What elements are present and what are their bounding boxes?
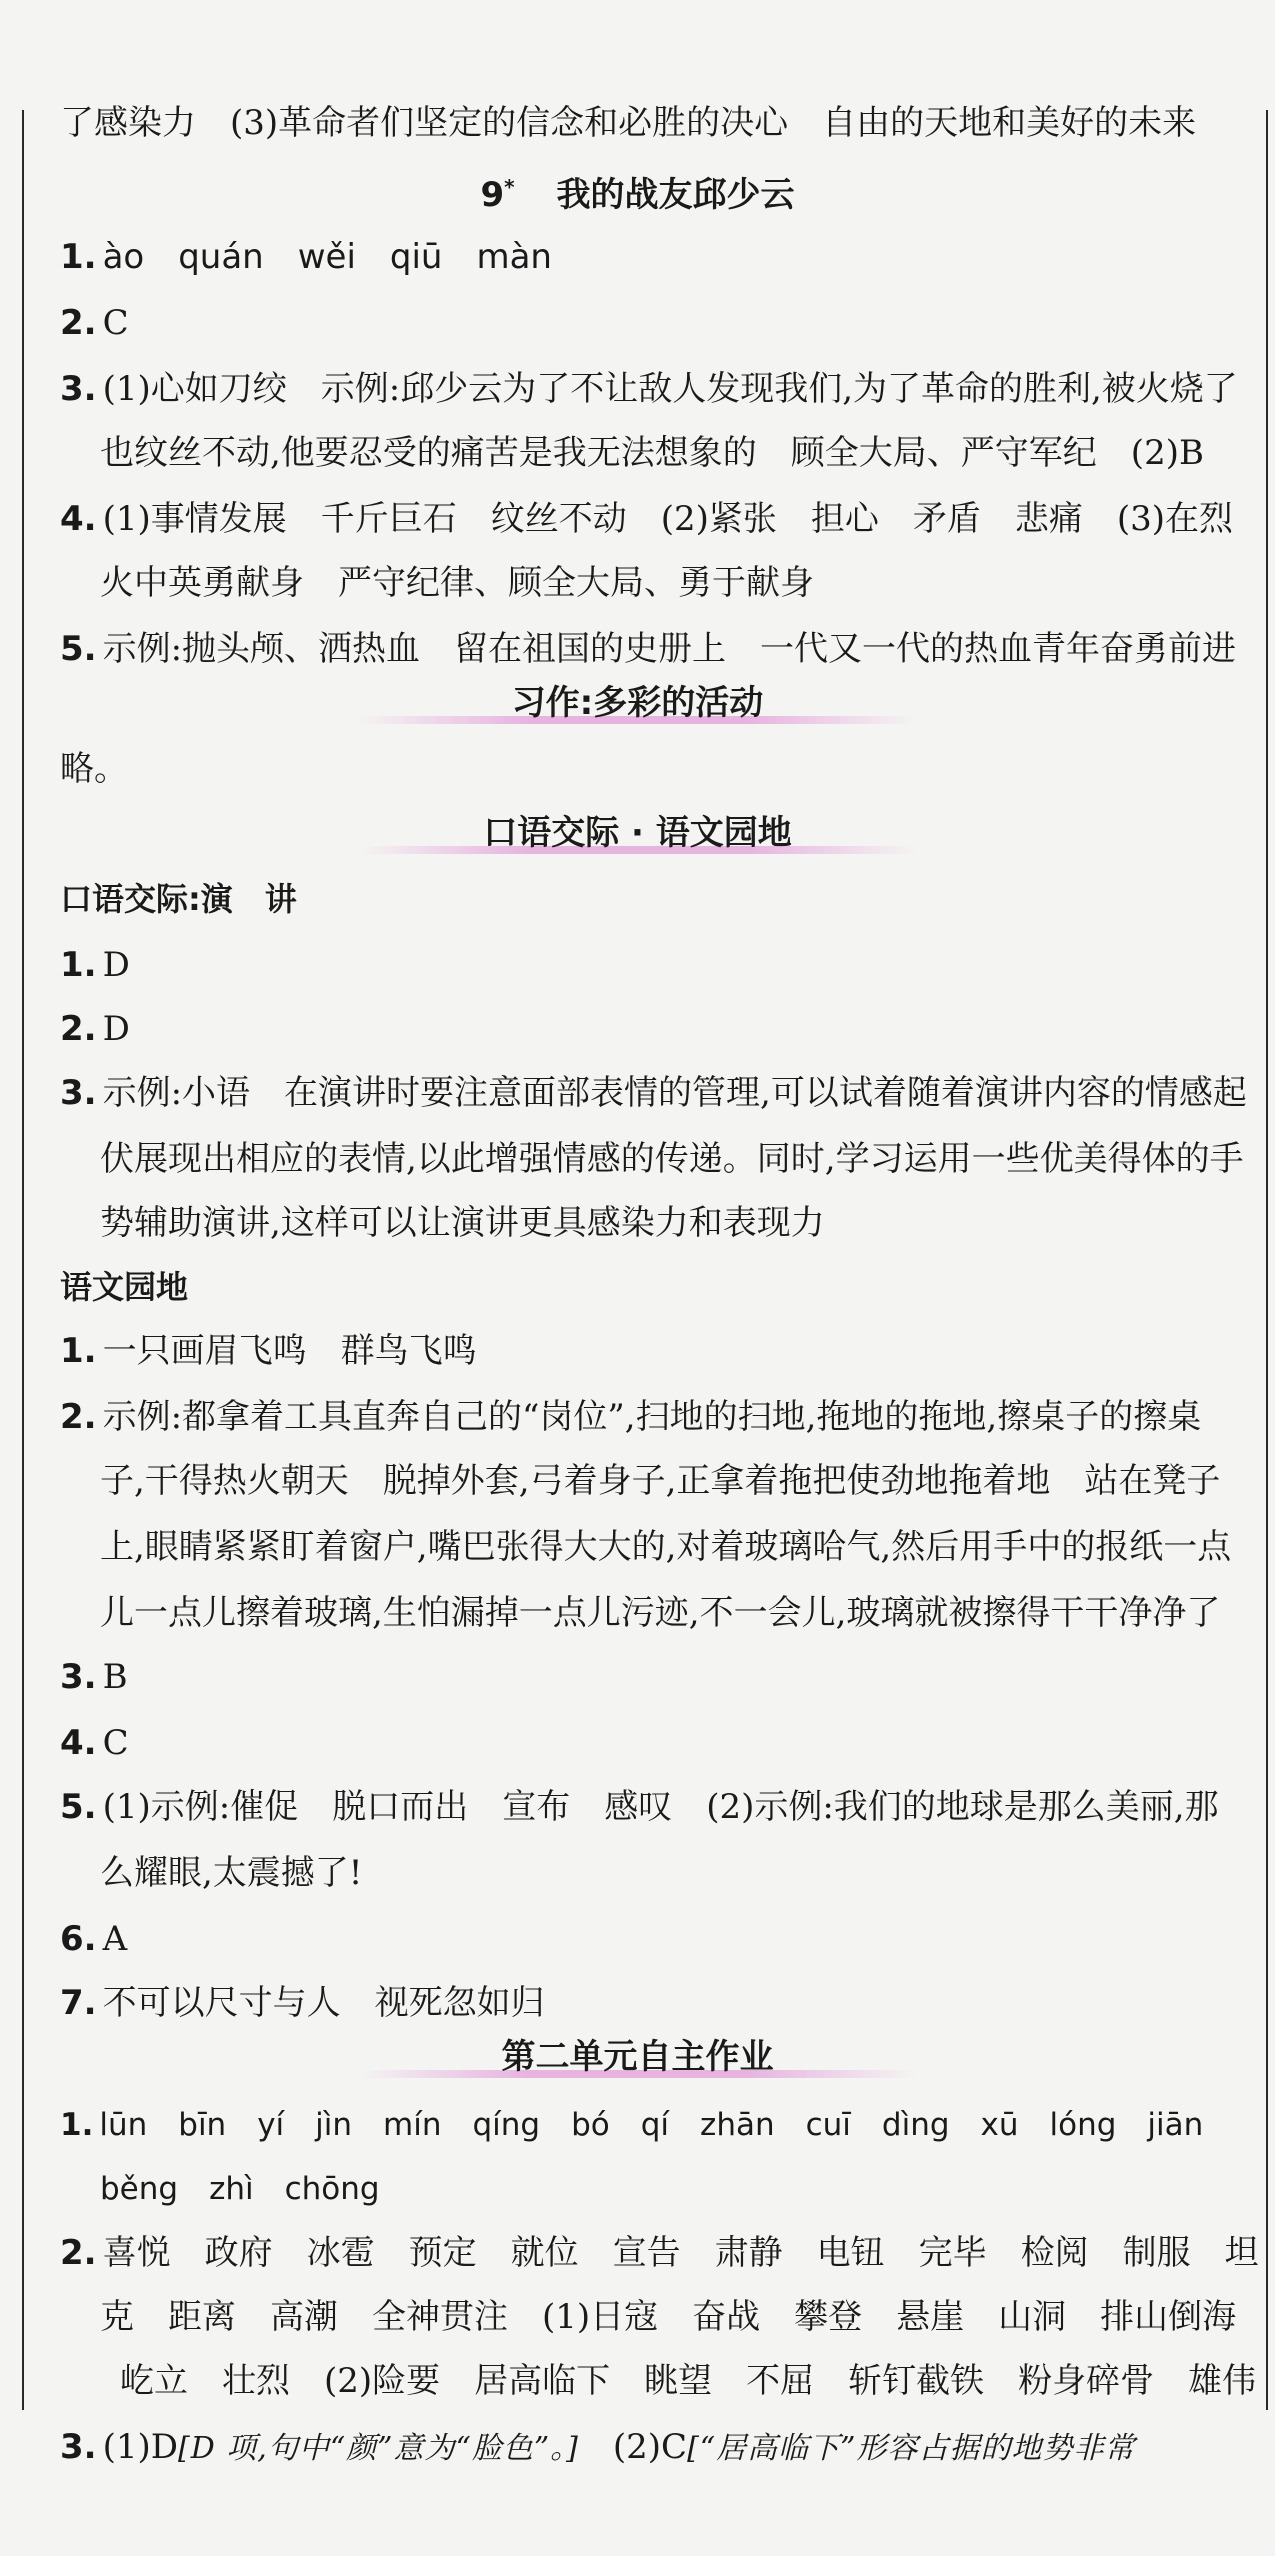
item-text: C <box>102 303 129 343</box>
answer-item <box>60 494 1233 544</box>
item-number: 2. <box>60 1009 97 1049</box>
item-text: D <box>102 1009 130 1049</box>
answer-item <box>60 2228 1259 2278</box>
item-number: 3. <box>60 369 97 409</box>
answer-item-continued: 儿一点儿擦着玻璃,生怕漏掉一点儿污迹,不一会儿,玻璃就被擦得干干净净了 <box>100 1593 1221 1633</box>
answer-item <box>60 1652 128 1702</box>
item-number: 3. <box>60 1657 97 1697</box>
item-text: (1)事情发展 千斤巨石 纹丝不动 (2)紧张 担心 矛盾 悲痛 (3)在烈 <box>102 499 1234 539</box>
item-text: D <box>102 945 130 985</box>
answer-item <box>60 364 1238 414</box>
section-heading-lesson-9 <box>0 162 1275 220</box>
answer-item-continued: 上,眼睛紧紧盯着窗户,嘴巴张得大大的,对着玻璃哈气,然后用手中的报纸一点 <box>100 1527 1232 1567</box>
item-number: 2. <box>60 303 97 343</box>
section-title: 口语交际 · 语文园地 <box>483 813 792 853</box>
item-text: 示例:小语 在演讲时要注意面部表情的管理,可以试着随着演讲内容的情感起 <box>102 1073 1247 1113</box>
subsection-title: 语文园地 <box>60 1268 189 1306</box>
answer-item <box>60 1392 1201 1442</box>
item-text: (1)示例:催促 脱口而出 宣布 感叹 (2)示例:我们的地球是那么美丽,那 <box>102 1787 1219 1827</box>
item-number: 1. <box>60 237 97 277</box>
answer-item-continued: 火中英勇献身 严守纪律、顾全大局、勇于献身 <box>100 563 814 603</box>
answer-item-continued: 子,干得热火朝天 脱掉外套,弓着身子,正拿着拖把使劲地拖着地 站在凳子 <box>100 1461 1221 1501</box>
answer-item-continued: 么耀眼,太震撼了! <box>100 1853 363 1893</box>
item-number: 2. <box>60 1397 97 1437</box>
item-text: B <box>102 1657 128 1697</box>
item-number: 4. <box>60 1723 97 1763</box>
answer-item <box>60 1718 129 1768</box>
item-text: 不可以尺寸与人 视死忽如归 <box>102 1983 545 2023</box>
section-heading-unit-2 <box>0 2032 1275 2082</box>
item-text: běng zhì chōng <box>100 2171 380 2207</box>
answer-item <box>60 1782 1219 1832</box>
item-number: 2. <box>60 2233 97 2273</box>
item-number: 3. <box>60 1073 97 1113</box>
item-number: 5. <box>60 1787 97 1827</box>
item-text: (1)D <box>102 2427 178 2467</box>
item-text: (1)心如刀绞 示例:邱少云为了不让敌人发现我们,为了革命的胜利,被火烧了 <box>102 369 1238 409</box>
answer-item <box>60 1978 545 2028</box>
text-line: 略。 <box>60 749 128 789</box>
section-heading-writing <box>0 678 1275 728</box>
item-number: 1. <box>60 1331 97 1371</box>
section-heading-oral <box>0 808 1275 858</box>
answer-item <box>60 1068 1247 1118</box>
answer-item <box>60 940 130 990</box>
answer-item-continued <box>100 2164 380 2214</box>
item-text: C <box>102 1723 129 1763</box>
item-number: 3. <box>60 2427 97 2467</box>
answer-item <box>60 2100 1203 2150</box>
answer-item <box>60 2422 1135 2474</box>
answer-item-continued: 伏展现出相应的表情,以此增强情感的传递。同时,学习运用一些优美得体的手 <box>100 1139 1244 1179</box>
item-number: 1. <box>60 2107 94 2143</box>
lesson-number: 9 <box>480 175 505 216</box>
text-line: 了感染力 (3)革命者们坚定的信念和必胜的决心 自由的天地和美好的未来 <box>60 103 1197 143</box>
answer-item <box>60 624 1236 674</box>
item-text: ào quán wěi qiū màn <box>102 237 552 277</box>
answer-item-continued: 克 距离 高潮 全神贯注 (1)日寇 奋战 攀登 悬崖 山洞 排山倒海 <box>100 2297 1237 2337</box>
item-text: A <box>102 1919 128 1959</box>
item-text: 示例:都拿着工具直奔自己的“岗位”,扫地的扫地,拖地的拖地,擦桌子的擦桌 <box>102 1397 1202 1437</box>
answer-item-continued: 屹立 壮烈 (2)险要 居高临下 眺望 不屈 斩钉截铁 粉身碎骨 雄伟 <box>120 2361 1257 2401</box>
item-number: 4. <box>60 499 97 539</box>
answer-item <box>60 1004 130 1054</box>
lesson-star: * <box>504 175 515 199</box>
item-text: 喜悦 政府 冰雹 预定 就位 宣告 肃静 电钮 完毕 检阅 制服 坦 <box>102 2233 1259 2273</box>
answer-item-continued: 也纹丝不动,他要忍受的痛苦是我无法想象的 顾全大局、严守军纪 (2)B <box>100 433 1204 473</box>
item-number: 1. <box>60 945 97 985</box>
item-number: 7. <box>60 1983 97 2023</box>
item-number: 5. <box>60 629 97 669</box>
item-text: 示例:抛头颅、洒热血 留在祖国的史册上 一代又一代的热血青年奋勇前进 <box>102 629 1237 669</box>
answer-item <box>60 298 129 348</box>
answer-item <box>60 1326 477 1376</box>
section-title: 习作:多彩的活动 <box>511 683 764 723</box>
answer-item <box>60 232 552 282</box>
answer-item <box>60 1914 127 1964</box>
item-text: (2)C <box>578 2427 688 2467</box>
subsection-title: 口语交际:演 讲 <box>60 880 297 918</box>
item-note: [D 项,句中“颜”意为“脸色”。] <box>178 2431 579 2466</box>
lesson-title: 我的战友邱少云 <box>556 175 795 216</box>
section-title: 第二单元自主作业 <box>501 2037 774 2077</box>
item-text: 一只画眉飞鸣 群鸟飞鸣 <box>102 1331 477 1371</box>
item-note: [“居高临下”形容占据的地势非常 <box>687 2431 1136 2466</box>
item-text: lūn bīn yí jìn mín qíng bó qí zhān cuī dìng xū lóng jiān <box>99 2107 1204 2143</box>
item-number: 6. <box>60 1919 97 1959</box>
answer-item-continued: 势辅助演讲,这样可以让演讲更具感染力和表现力 <box>100 1203 825 1243</box>
